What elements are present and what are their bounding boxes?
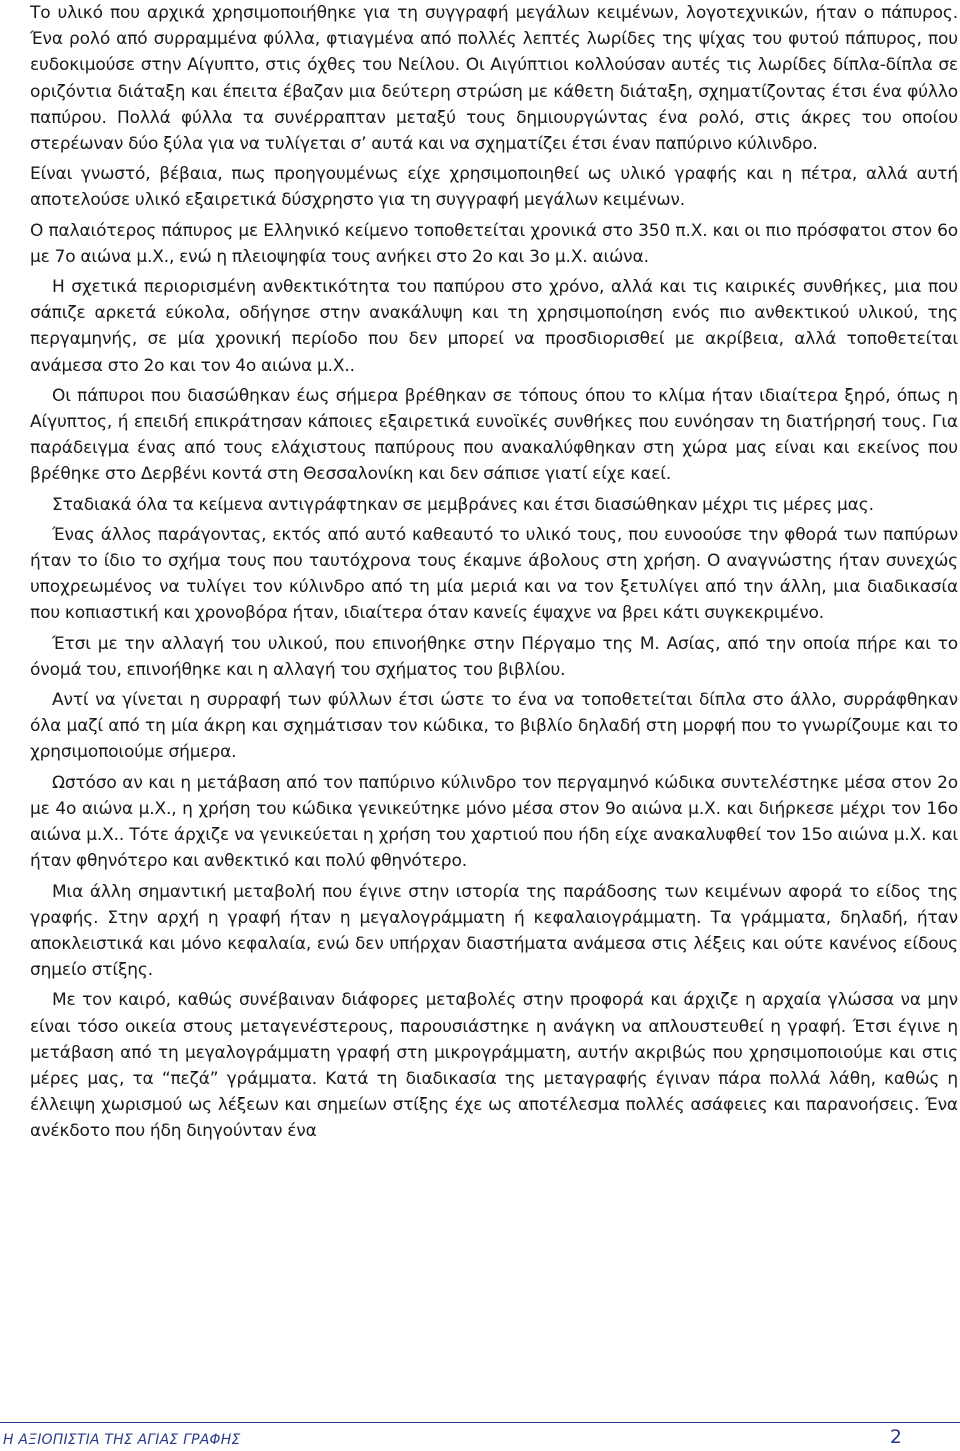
footer-book-title: Η ΑΞΙΟΠΙΣΤΙΑ ΤΗΣ ΑΓΙΑΣ ΓΡΑΦΗΣ xyxy=(3,1432,241,1448)
paragraph-codex: Αντί να γίνεται η συρραφή των φύλλων έτσι ώστε το ένα να τοποθετείται δίπλα στο άλλο, συρράφθηκαν όλα μαζί από τη μία άκρη και σχημάτισαν τον κώδικα, το βιβλίο δηλαδή στη μορφή που το γνωρίζουμε και το χρησιμοποιούμε σήμερα. xyxy=(30,690,958,763)
paragraph-oldest-papyrus: Ο παλαιότερος πάπυρος με Ελληνικό κείμενο τοποθετείται χρονικά στο 350 π.Χ. και οι πιο πρόσφατοι στον 6ο με 7ο αιώνα μ.Χ., ενώ η πλειοψηφία τους ανήκει στο 2ο και 3ο μ.Χ. αιώνα. xyxy=(30,220,958,267)
paragraph-surviving-papyri: Οι πάπυροι που διασώθηκαν έως σήμερα βρέθηκαν σε τόπους όπου το κλίμα ήταν ιδιαίτερα ξηρό, όπως η Αίγυπτος, ή επειδή επικράτησαν κάποιες εξαιρετικά ευνοϊκές συνθήκες που ευνόησαν τη διατήρησή τους. Για παράδειγμα ένας από τους ελάχιστους παπύρους που ανακαλύφθηκαν στη χώρα μας είναι και εκείνος που βρέθηκε στο Δερβένι κοντά στη Θεσσαλονίκη και δεν σάπισε γιατί είχε καεί. xyxy=(30,385,958,485)
page-number: 2 xyxy=(889,1426,902,1448)
paragraph-pergamon: Έτσι με την αλλαγή του υλικού, που επινοήθηκε στην Πέργαμο της Μ. Ασίας, από την οποία πήρε και το όνομά του, επινοήθηκε και η αλλαγή του σχήματος του βιβλίου. xyxy=(30,633,958,680)
footer-divider xyxy=(0,1422,960,1423)
paragraph-transition: Ωστόσο αν και η μετάβαση από τον παπύρινο κύλινδρο τον περγαμηνό κώδικα συντελέστηκε μέσα στον 2ο με 4ο αιώνα μ.Χ., η χρήση του κώδικα γενικεύτηκε μόνο μέσα στον 9ο αιώνα μ.Χ. και διήρκεσε μέχρι τον 16ο αιώνα μ.Χ.. Τότε άρχιζε να γενικεύεται η χρήση του χαρτιού που ήδη είχε ανακαλυφθεί τον 15ο αιώνα μ.Χ. και ήταν φθηνότερο και ανθεκτικό και πολύ φθηνότερο. xyxy=(30,772,958,872)
paragraph-membranes: Σταδιακά όλα τα κείμενα αντιγράφτηκαν σε μεμβράνες και έτσι διασώθηκαν μέχρι τις μέρες μας. xyxy=(52,494,874,515)
paragraph-papyrus-intro: Το υλικό που αρχικά χρησιμοποιήθηκε για τη συγγραφή μεγάλων κειμένων, λογοτεχνικών, ήταν ο πάπυρος. Ένα ρολό από συρραμμένα φύλλα, φτιαγμένα από πολλές λεπτές λωρίδες της ψίχας του φυτού πάπυρος, που ευδοκιμούσε στην Αίγυπτο, στις όχθες του Νείλου. Οι Αιγύπτιοι κολλούσαν αυτές τις λωρίδες δίπλα-δίπλα σε οριζόντια διάταξη και έπειτα έβαζαν μια δεύτερη στρώση με κάθετη διάταξη, σχηματίζοντας έτσι ένα φύλλο παπύρου. Πολλά φύλλα τα συνέρραπταν μεταξύ τους δημιουργώντας ένα ρολό, στις άκρες του οποίου στερέωναν δύο ξύλα για να τυλίγεται σ’ αυτά και να σχηματίζει έτσι έναν παπύρινο κύλινδρο. xyxy=(30,3,958,155)
document-body xyxy=(30,0,958,1149)
paragraph-stone: Είναι γνωστό, βέβαια, πως προηγουμένως είχε χρησιμοποιηθεί ως υλικό γραφής και η πέτρα, αλλά αυτή αποτελούσε υλικό εξαιρετικά δύσχρηστο για τη συγγραφή μεγάλων κειμένων. xyxy=(30,164,958,211)
paragraph-scroll-shape: Ένας άλλος παράγοντας, εκτός από αυτό καθεαυτό το υλικό τους, που ευνοούσε την φθορά των παπύρων ήταν το ίδιο το σχήμα τους που ταυτόχρονα τους έκαμνε άβολους στη χρήση. Ο αναγνώστης ήταν συνεχώς υποχρεωμένος να τυλίγει τον κύλινδρο από τη μία μεριά και να τον ξετυλίγει από την άλλη, μια διαδικασία που κοπιαστική και χρονοβόρα ήταν, ιδιαίτερα όταν κανείς έψαχνε να βρει κάτι συγκεκριμένο. xyxy=(30,524,958,624)
paragraph-script-type: Μια άλλη σημαντική μεταβολή που έγινε στην ιστορία της παράδοσης των κειμένων αφορά το είδος της γραφής. Στην αρχή η γραφή ήταν η μεγαλογράμματη ή κεφαλαιογράμματη. Τα γράμματα, δηλαδή, ήταν αποκλειστικά και μόνο κεφαλαία, ενώ δεν υπήρχαν διαστήματα ανάμεσα στις λέξεις και ούτε κανένος είδους σημείο στίξης. xyxy=(30,881,958,981)
paragraph-parchment: Η σχετικά περιορισμένη ανθεκτικότητα του παπύρου στο χρόνο, αλλά και τις καιρικές συνθήκες, μια που σάπιζε αρκετά εύκολα, οδήγησε στην ανακάλυψη και τη χρησιμοποίηση ενός πιο ανθεκτικού υλικού, της περγαμηνής, σε μία χρονική περίοδο που δεν μπορεί να προσδιορισθεί με ακρίβεια, αλλά τοποθετείται ανάμεσα στο 2ο και τον 4ο αιώνα μ.Χ.. xyxy=(30,277,958,376)
paragraph-minuscule: Με τον καιρό, καθώς συνέβαιναν διάφορες μεταβολές στην προφορά και άρχιζε η αρχαία γλώσσα να μην είναι τόσο οικεία στους μεταγενέστερους, παρουσιάστηκε η ανάγκη να απλουστευθεί η γραφή. Έτσι έγινε η μετάβαση από τη μεγαλογράμματη γραφή στη μικρογράμματη, αυτήν ακριβώς που χρησιμοποιούμε και στις μέρες μας, τα “πεζά” γράμματα. Κατά τη διαδικασία της μεταγραφής έγιναν πάρα πολλά λάθη, καθώς η έλλειψη χωρισμού ως λέξεων και σημείων στίξης έχε ως αποτέλεσμα πολλές ασάφειες και παρανοήσεις. Ένα ανέκδοτο που ήδη διηγούνταν ένα xyxy=(30,990,958,1142)
